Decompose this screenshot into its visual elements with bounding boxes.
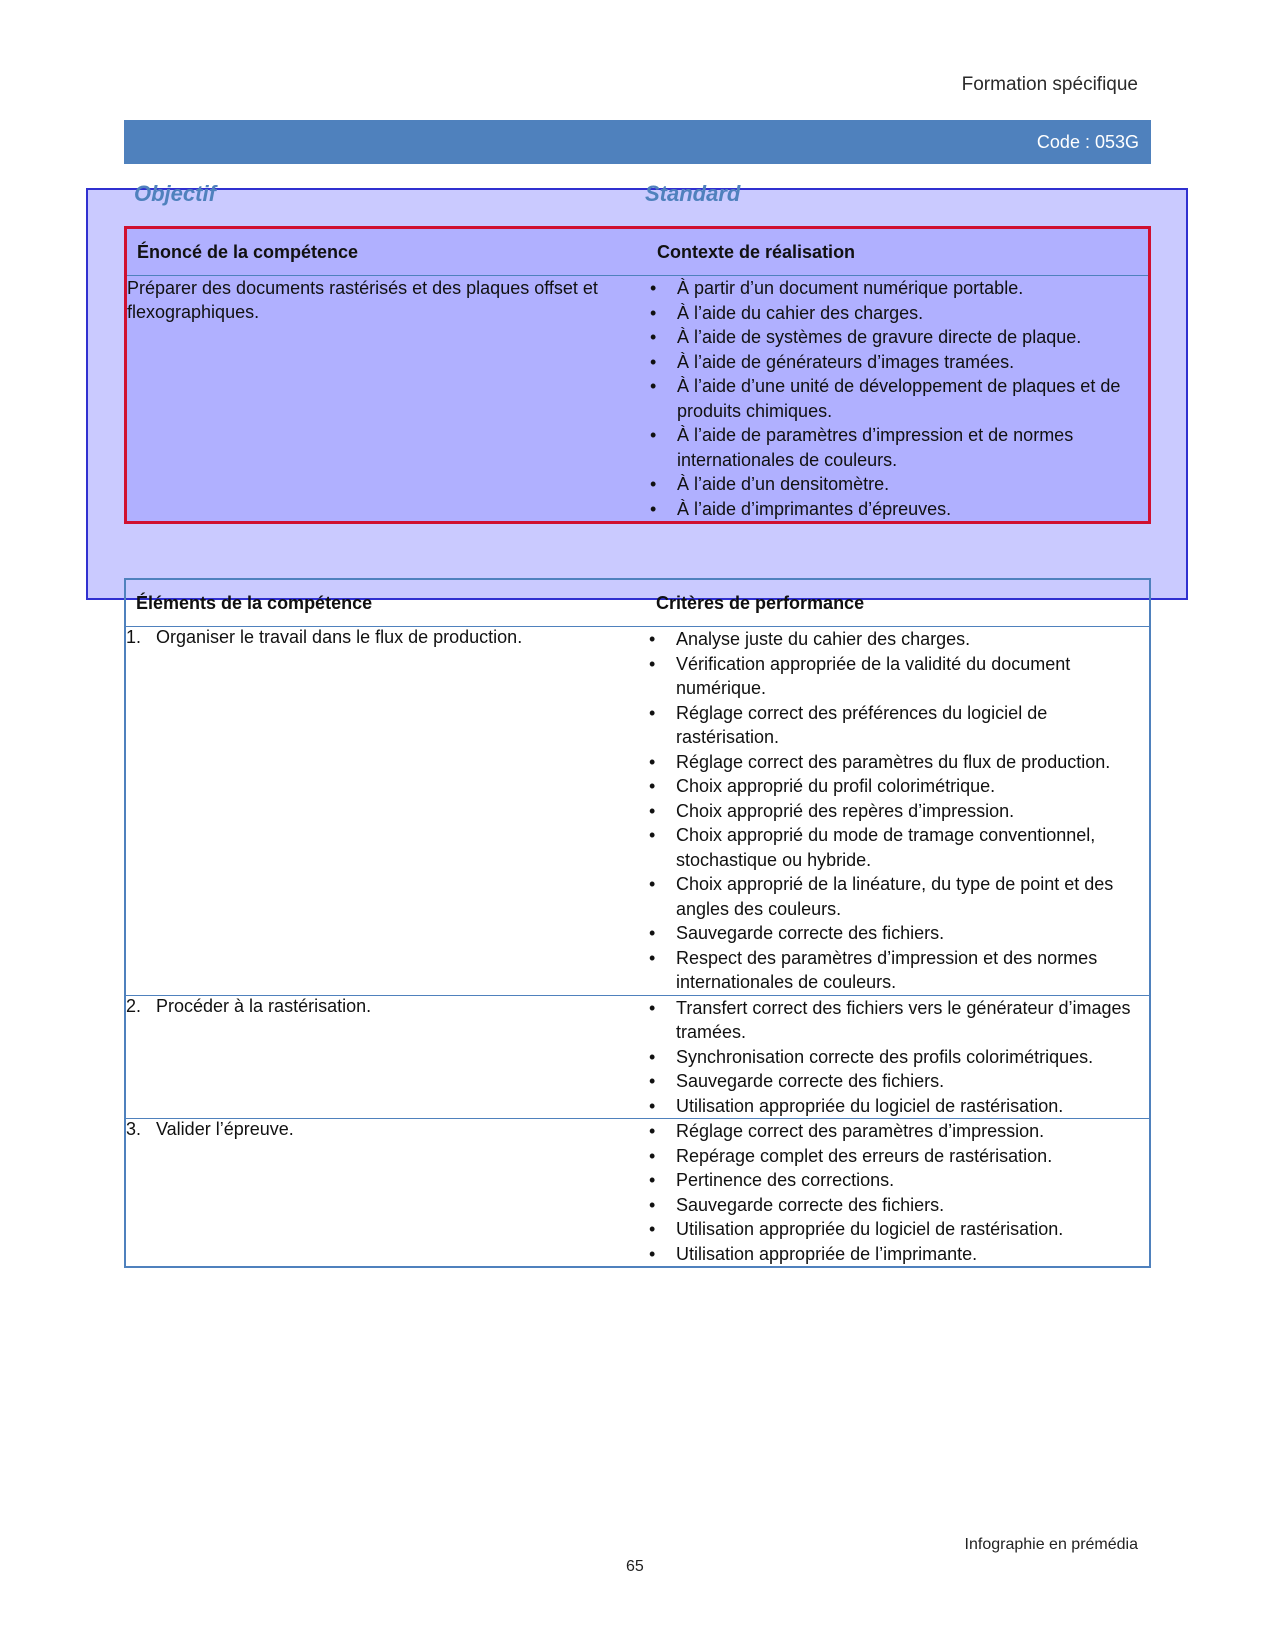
criteria-item: • Réglage correct des paramètres du flux de production. [646,750,1149,775]
context-item: • À l’aide du cahier des charges. [647,301,1148,326]
criteria-item: • Pertinence des corrections. [646,1168,1149,1193]
criteria-item: • Utilisation appropriée du logiciel de rastérisation. [646,1094,1149,1119]
elements-table [124,578,1151,1268]
criteria-item: • Utilisation appropriée de l’imprimante. [646,1242,1149,1267]
program-code: Code : 053G [1036,132,1139,152]
element-label: Valider l’épreuve. [156,1119,294,1139]
criteria-item: • Analyse juste du cahier des charges. [646,627,1149,652]
criteria-item: • Repérage complet des erreurs de rastérisation. [646,1144,1149,1169]
element-label: Organiser le travail dans le flux de production. [156,627,523,647]
criteria-item: • Réglage correct des paramètres d’impression. [646,1119,1149,1144]
competence-table [124,226,1151,524]
criteria-item: • Choix approprié du profil colorimétrique. [646,774,1149,799]
criteria-item: • Choix approprié du mode de tramage conventionnel, stochastique ou hybride. [646,823,1149,872]
context-item: • À l’aide d’un densitomètre. [647,472,1148,497]
objective-label: Objectif [134,181,216,206]
element-row [125,1119,1150,1268]
criteria-item: • Réglage correct des préférences du logiciel de rastérisation. [646,701,1149,750]
context-list [647,276,1148,521]
criteria-item: • Vérification appropriée de la validité du document numérique. [646,652,1149,701]
context-item: • À l’aide de générateurs d’images tramées. [647,350,1148,375]
context-item: • À partir d’un document numérique portable. [647,276,1148,301]
page-number: 65 [626,1558,644,1575]
criteria-item: • Respect des paramètres d’impression et des normes internationales de couleurs. [646,946,1149,995]
context-item: • À l’aide de paramètres d’impression et de normes internationales de couleurs. [647,423,1148,472]
context-item: • À l’aide d’une unité de développement de plaques et de produits chimiques. [647,374,1148,423]
criteria-list [646,1119,1149,1266]
element-row [125,627,1150,996]
criteria-item: • Sauvegarde correcte des fichiers. [646,921,1149,946]
element-number: 2. [126,995,142,1016]
criteria-item: • Choix approprié de la linéature, du type de point et des angles des couleurs. [646,872,1149,921]
elements-header: Éléments de la compétence [125,579,646,627]
criteria-item: • Sauvegarde correcte des fichiers. [646,1069,1149,1094]
element-row [125,995,1150,1119]
element-label: Procéder à la rastérisation. [156,995,372,1016]
criteria-item: • Choix approprié des repères d’impression. [646,799,1149,824]
competence-statement: Préparer des documents rastérisés et des plaques offset et flexographiques. [127,278,598,322]
criteria-item: • Transfert correct des fichiers vers le générateur d’images tramées. [646,996,1149,1045]
context-item: • À l’aide de systèmes de gravure directe de plaque. [647,325,1148,350]
element-number: 1. [126,627,142,647]
criteria-item: • Sauvegarde correcte des fichiers. [646,1193,1149,1218]
standard-label: Standard [645,181,741,206]
section-header: Formation spécifique [961,74,1138,95]
criteria-item: • Synchronisation correcte des profils colorimétriques. [646,1045,1149,1070]
context-header: Contexte de réalisation [647,228,1150,276]
element-number: 3. [126,1119,142,1139]
code-bar [124,120,1151,164]
criteria-item: • Utilisation appropriée du logiciel de rastérisation. [646,1217,1149,1242]
criteria-header: Critères de performance [646,579,1150,627]
competence-statement-header: Énoncé de la compétence [126,228,648,276]
context-item: • À l’aide d’imprimantes d’épreuves. [647,497,1148,522]
criteria-list [646,996,1149,1119]
footer-program: Infographie en prémédia [964,1536,1138,1553]
criteria-list [646,627,1149,995]
